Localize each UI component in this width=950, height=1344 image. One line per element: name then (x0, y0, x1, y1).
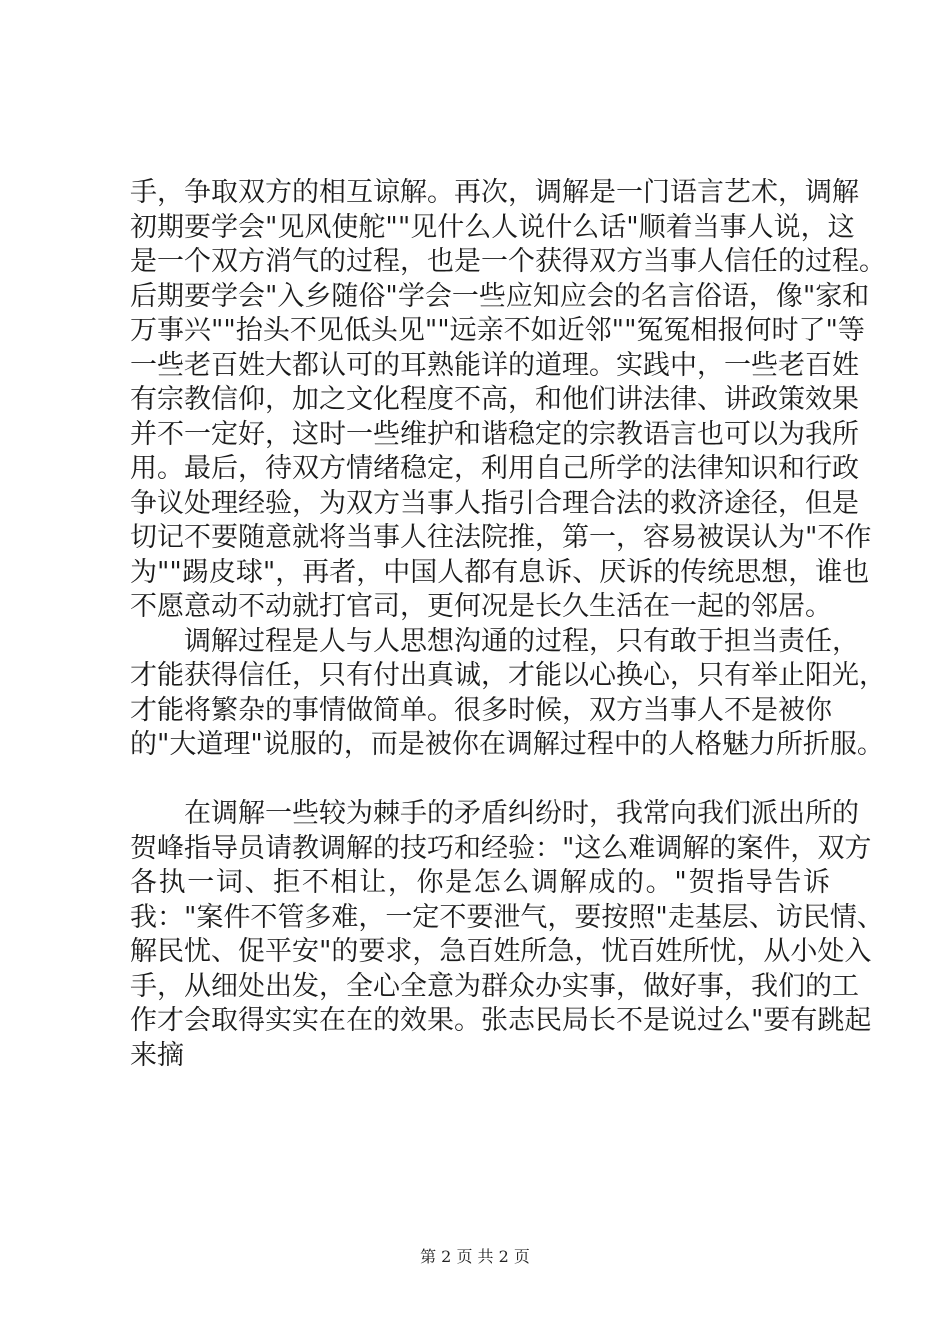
text-line: 用。最后，待双方情绪稳定，利用自己所学的法律知识和行政 (130, 453, 859, 484)
paragraph-1 (130, 176, 886, 625)
text-line: 切记不要随意就将当事人往法院推，第一，容易被误认为"不作 (130, 522, 872, 553)
paragraph-3 (130, 797, 884, 1073)
text-line: 手，争取双方的相互谅解。再次，调解是一门语言艺术，调解 (130, 177, 859, 208)
text-line: 争议处理经验，为双方当事人指引合理合法的救济途径，但是 (130, 487, 859, 519)
text-line: 手，从细处出发，全心全意为群众办实事，做好事，我们的工 (130, 970, 859, 1002)
text-line: 并不一定好，这时一些维护和谐稳定的宗教语言也可以为我所 (130, 418, 859, 450)
document-body (130, 176, 886, 1073)
text-line: 不愿意动不动就打官司，更何况是长久生活在一起的邻居。 (130, 591, 832, 622)
text-line: 各执一词、拒不相让，你是怎么调解成的。"贺指导告诉 (130, 867, 830, 898)
text-line: 是一个双方消气的过程，也是一个获得双方当事人信任的过程。 (130, 246, 886, 277)
paragraph-spacer (130, 763, 830, 798)
text-line: 万事兴""抬头不见低头见""远亲不如近邻""冤冤相报何时了"等 (130, 315, 865, 346)
text-line: 我："案件不管多难，一定不要泄气，要按照"走基层、访民情、 (130, 901, 884, 933)
text-line: 才能将繁杂的事情做简单。很多时候，双方当事人不是被你 (130, 694, 832, 726)
text-line: 作才会取得实实在在的效果。张志民局长不是说过么"要有跳起 (130, 1005, 872, 1036)
text-line: 贺峰指导员请教调解的技巧和经验："这么难调解的案件，双方 (130, 832, 872, 864)
text-line: 调解过程是人与人思想沟通的过程，只有敢于担当责任， (184, 625, 859, 657)
page-number-footer: 第 2 页 共 2 页 (420, 1247, 530, 1266)
paragraph-2 (130, 625, 886, 763)
text-line: 有宗教信仰，加之文化程度不高，和他们讲法律、讲政策效果 (130, 384, 859, 415)
text-line: 为""踢皮球"，再者，中国人都有息诉、厌诉的传统思想，谁也 (130, 556, 870, 588)
text-line: 来摘 (130, 1039, 184, 1071)
text-line: 后期要学会"入乡随俗"学会一些应知应会的名言俗语，像"家和 (130, 280, 870, 312)
text-line: 在调解一些较为棘手的矛盾纠纷时，我常向我们派出所的 (184, 798, 859, 829)
text-line: 一些老百姓大都认可的耳熟能详的道理。实践中，一些老百姓 (130, 349, 859, 381)
text-line: 初期要学会"见风使舵""见什么人说什么话"顺着当事人说，这 (130, 211, 855, 243)
text-line: 解民忧、促平安"的要求，急百姓所急，忧百姓所忧，从小处入 (130, 936, 872, 967)
text-line: 才能获得信任，只有付出真诚，才能以心换心，只有举止阳光， (130, 660, 886, 691)
text-line: 的"大道理"说服的，而是被你在调解过程中的人格魅力所折服。 (130, 729, 884, 760)
